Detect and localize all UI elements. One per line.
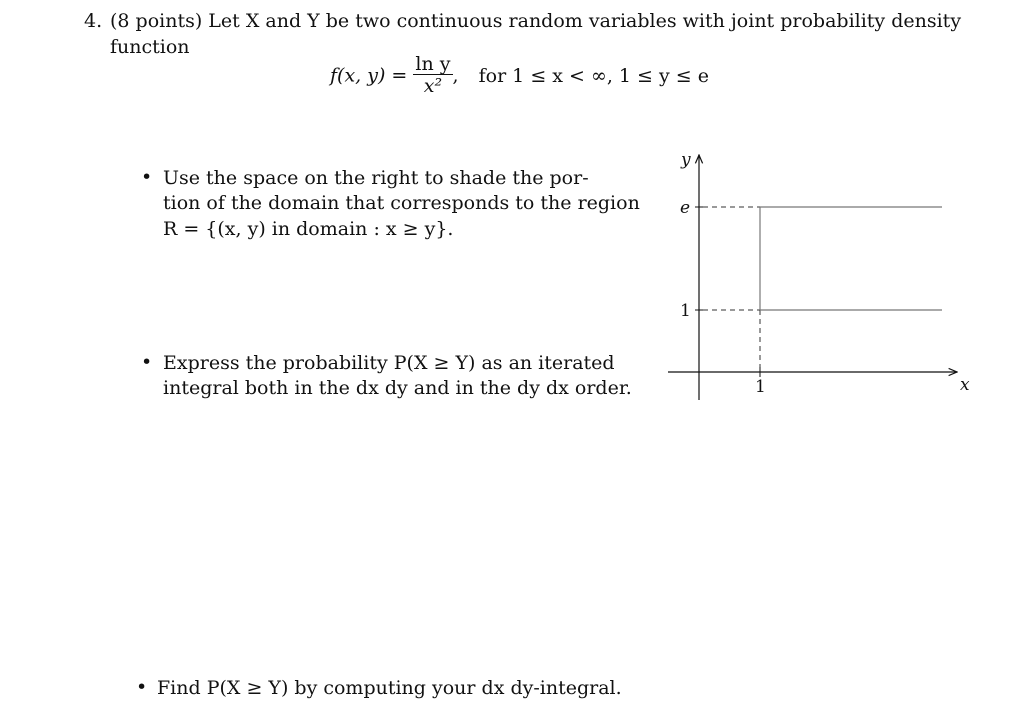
formula-numerator: ln y <box>415 53 451 75</box>
formula-condition: for 1 ≤ x < ∞, 1 ≤ y ≤ e <box>478 64 709 87</box>
y-tick-1-label: 1 <box>680 301 691 321</box>
bullet-2-line-1: Express the probability P(X ≥ Y) as an iterated <box>163 352 615 374</box>
domain-graph[interactable] <box>660 145 990 405</box>
bullet-1-line-1: Use the space on the right to shade the por- <box>163 167 589 189</box>
bullet-1-line-2: tion of the domain that corresponds to the region <box>163 192 640 214</box>
formula-fraction <box>413 54 452 97</box>
bullet-1-line-3: R = {(x, y) in domain : x ≥ y}. <box>163 218 454 240</box>
y-axis-label: y <box>681 150 691 170</box>
bullet-3-line-1: Find P(X ≥ Y) by computing your dx dy-integral. <box>157 677 622 699</box>
problem-statement-line1: (8 points) Let X and Y be two continuous random variables with joint probability density <box>110 10 962 32</box>
problem-statement-line2: function <box>110 36 190 58</box>
y-tick-e-label: e <box>680 198 691 218</box>
bullet-dot-1: • <box>141 166 153 188</box>
formula-comma: , <box>452 64 459 87</box>
x-axis-label: x <box>960 375 970 395</box>
bullet-dot-2: • <box>141 351 153 373</box>
problem-number: 4. <box>84 10 103 32</box>
bullet-dot-3: • <box>136 676 148 698</box>
bullet-2-line-2: integral both in the dx dy and in the dy dx order. <box>163 377 632 399</box>
formula-denominator: x² <box>423 75 443 97</box>
density-formula <box>330 54 709 97</box>
x-tick-1-label: 1 <box>755 377 766 397</box>
formula-lhs: f(x, y) = <box>330 64 408 87</box>
